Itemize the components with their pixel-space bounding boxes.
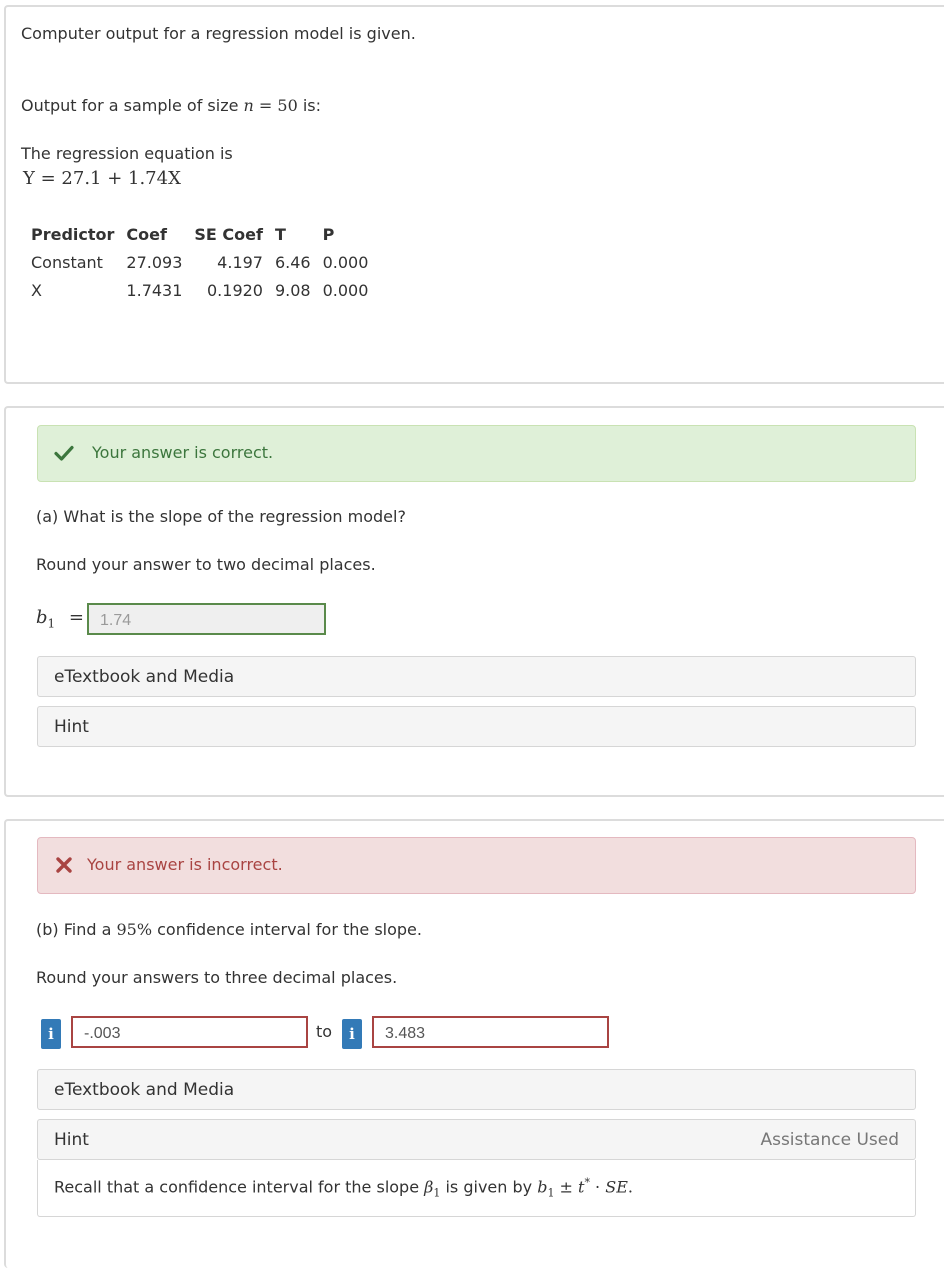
checkmark-icon [54,443,74,463]
table-row [27,248,376,276]
table-cell: 1.7431 [126,280,183,300]
table-cell: X [31,280,42,300]
incorrect-feedback-banner [37,837,916,894]
etextbook-media-button[interactable] [37,1069,916,1110]
etextbook-label: eTextbook and Media [54,1080,235,1100]
problem-statement-panel [4,5,944,384]
table-header: Predictor [31,224,115,244]
table-cell: 0.000 [322,252,369,272]
info-icon[interactable]: i [41,1019,61,1049]
part-a-panel [4,406,944,797]
part-b-panel [4,819,944,1268]
table-row [27,276,376,304]
table-cell: 4.197 [217,252,263,272]
etextbook-label: eTextbook and Media [54,667,235,687]
info-icon[interactable]: i [342,1019,362,1049]
table-header: P [322,224,335,244]
slope-answer-field[interactable]: 1.74 [87,603,326,635]
hint-button[interactable] [37,1119,916,1160]
table-cell: 9.08 [274,280,311,300]
hint-label: Hint [54,1130,89,1150]
assistance-used-label: Assistance Used [760,1130,899,1150]
part-a-question: (a) What is the slope of the regression model? [36,507,406,526]
table-header-row [27,220,376,248]
part-b-instruction: Round your answers to three decimal places. [36,968,398,987]
hint-label: Hint [54,717,89,737]
upper-bound-input[interactable]: 3.483 [372,1016,609,1048]
table-cell: 0.000 [322,280,369,300]
hint-text: Recall that a confidence interval for the slope $\beta_1$ is given by $b_1 \pm t^*$ · SE. [54,1176,633,1200]
interval-to-label: to [316,1022,333,1041]
part-b-question: (b) Find a 95% confidence interval for the slope. [36,920,422,939]
table-header: T [274,224,286,244]
equation-heading: The regression equation is [21,144,233,163]
hint-button[interactable] [37,706,916,747]
table-header: SE Coef [194,224,263,244]
etextbook-media-button[interactable] [37,656,916,697]
intro-text: Computer output for a regression model is given. [21,24,416,43]
sample-size-text: Output for a sample of size n = 50 is: [21,96,322,115]
table-cell: 0.1920 [207,280,263,300]
table-header: Coef [126,224,167,244]
x-mark-icon [54,855,74,875]
table-cell: 27.093 [126,252,183,272]
lower-bound-input[interactable]: -.003 [71,1016,308,1048]
correct-feedback-text: Your answer is correct. [92,443,274,462]
correct-feedback-banner [37,425,916,482]
regression-equation: Y = 27.1 + 1.74X [23,168,181,189]
regression-output-table [27,220,376,304]
part-a-instruction: Round your answer to two decimal places. [36,555,376,574]
slope-label: $b_1$ = [36,607,84,631]
table-cell: 6.46 [274,252,311,272]
hint-content [37,1160,916,1217]
incorrect-feedback-text: Your answer is incorrect. [87,855,283,874]
table-cell: Constant [31,252,103,272]
